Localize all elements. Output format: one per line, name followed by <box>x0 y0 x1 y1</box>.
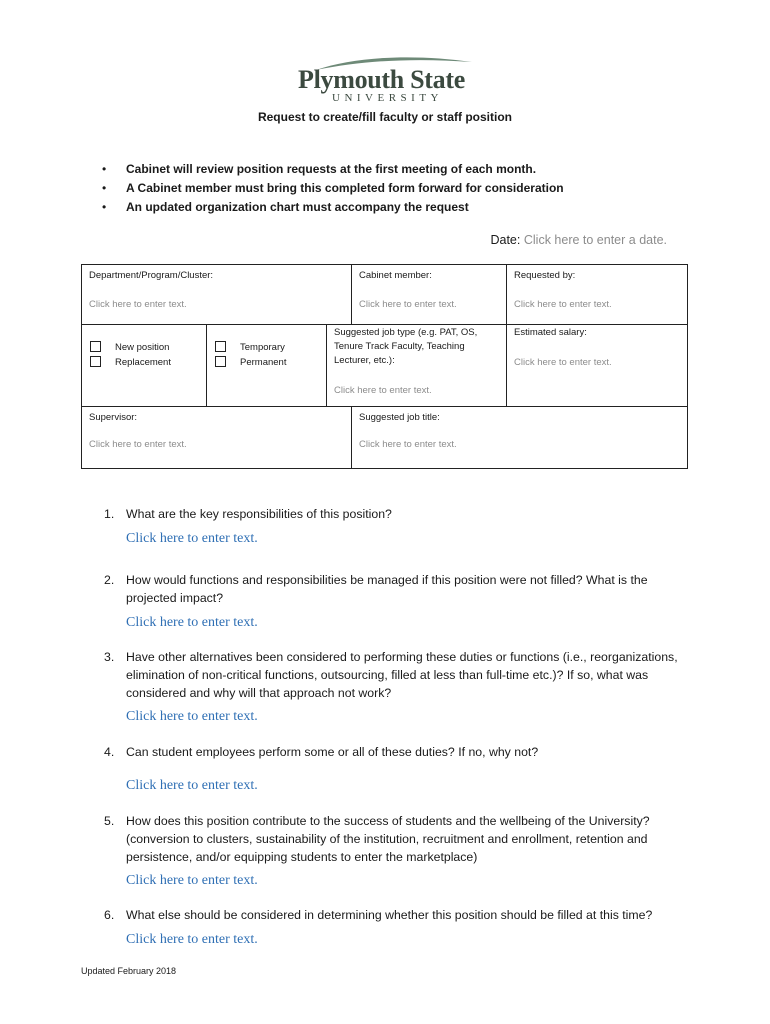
salary-cell[interactable] <box>507 325 687 407</box>
answer-input[interactable]: Click here to enter text. <box>126 778 258 793</box>
question-text: What are the key responsibilities of this position? <box>126 507 392 521</box>
cabinet-member-label: Cabinet member: <box>359 270 432 281</box>
footer-updated: Updated February 2018 <box>81 966 177 976</box>
job-title-input[interactable]: Click here to enter text. <box>359 439 457 450</box>
requested-by-label: Requested by: <box>514 270 576 281</box>
cabinet-member-input[interactable]: Click here to enter text. <box>359 299 457 310</box>
replacement-checkbox[interactable] <box>90 356 101 367</box>
supervisor-cell[interactable] <box>82 407 352 468</box>
question-4 <box>104 743 694 793</box>
permanent-label: Permanent <box>240 357 287 368</box>
question-1 <box>104 505 694 546</box>
answer-input[interactable]: Click here to enter text. <box>126 709 258 724</box>
date-label: Date: <box>490 233 521 247</box>
question-6 <box>104 906 694 947</box>
job-type-label-2: Tenure Track Faculty, Teaching <box>334 341 465 352</box>
job-type-input[interactable]: Click here to enter text. <box>334 385 432 396</box>
requested-by-input[interactable]: Click here to enter text. <box>514 299 612 310</box>
job-title-label: Suggested job title: <box>359 412 440 423</box>
temporary-label: Temporary <box>240 342 285 353</box>
answer-input[interactable]: Click here to enter text. <box>126 531 258 546</box>
instruction-list <box>100 162 564 219</box>
salary-label: Estimated salary: <box>514 327 587 338</box>
new-position-checkbox[interactable] <box>90 341 101 352</box>
salary-input[interactable]: Click here to enter text. <box>514 357 612 368</box>
question-number: 4. <box>104 745 115 759</box>
new-position-label: New position <box>115 342 170 353</box>
question-number: 5. <box>104 814 115 828</box>
logo-name: Plymouth State <box>298 65 465 94</box>
temporary-checkbox[interactable] <box>215 341 226 352</box>
replacement-label: Replacement <box>115 357 171 368</box>
question-text: What else should be considered in determining whether this position should be filled at this time? <box>126 908 653 922</box>
question-text: Can student employees perform some or all of these duties? If no, why not? <box>126 745 539 759</box>
question-number: 1. <box>104 507 115 521</box>
requested-by-cell[interactable] <box>507 265 687 325</box>
question-text: How does this position contribute to the success of students and the wellbeing of the University? (conversion to clusters, sustainability of the institution, recruitment and enrollment, retention and persistence, and/or equipping students to enter the marketplace) <box>126 814 650 864</box>
cabinet-member-cell[interactable] <box>352 265 507 325</box>
department-input[interactable]: Click here to enter text. <box>89 299 187 310</box>
list-item: • A Cabinet member must bring this completed form forward for consideration <box>102 181 564 195</box>
employment-type-cell <box>207 325 327 407</box>
supervisor-label: Supervisor: <box>89 412 138 423</box>
answer-input[interactable]: Click here to enter text. <box>126 932 258 947</box>
supervisor-input[interactable]: Click here to enter text. <box>89 439 187 450</box>
date-field[interactable] <box>490 233 667 247</box>
question-3 <box>104 648 694 724</box>
question-number: 3. <box>104 650 115 664</box>
position-form-table <box>81 264 688 469</box>
answer-input[interactable]: Click here to enter text. <box>126 615 258 630</box>
department-label: Department/Program/Cluster: <box>89 270 214 281</box>
page-title: Request to create/fill faculty or staff position <box>257 110 513 124</box>
university-logo <box>296 54 476 106</box>
permanent-checkbox[interactable] <box>215 356 226 367</box>
logo-subtitle: UNIVERSITY <box>332 92 443 104</box>
job-type-label-3: Lecturer, etc.): <box>334 355 395 366</box>
question-5 <box>104 812 694 888</box>
job-type-label-1: Suggested job type (e.g. PAT, OS, <box>334 327 478 338</box>
job-type-cell[interactable] <box>327 325 507 407</box>
question-2 <box>104 571 694 630</box>
question-text: Have other alternatives been considered to performing these duties or functions (i.e., reorganizations, elimination of non-critical functions, outsourcing, filled at less than full-time etc.)? If so, what was considered and why will that approach not work? <box>126 650 678 700</box>
department-cell[interactable] <box>82 265 352 325</box>
list-item: • An updated organization chart must accompany the request <box>102 200 469 214</box>
position-type-cell <box>82 325 207 407</box>
question-number: 6. <box>104 908 115 922</box>
answer-input[interactable]: Click here to enter text. <box>126 873 258 888</box>
job-title-cell[interactable] <box>352 407 687 468</box>
date-placeholder[interactable]: Click here to enter a date. <box>523 233 667 247</box>
question-text: How would functions and responsibilities be managed if this position were not filled? What is the projected impact? <box>126 573 648 605</box>
list-item: • Cabinet will review position requests at the first meeting of each month. <box>102 162 537 176</box>
question-number: 2. <box>104 573 115 587</box>
